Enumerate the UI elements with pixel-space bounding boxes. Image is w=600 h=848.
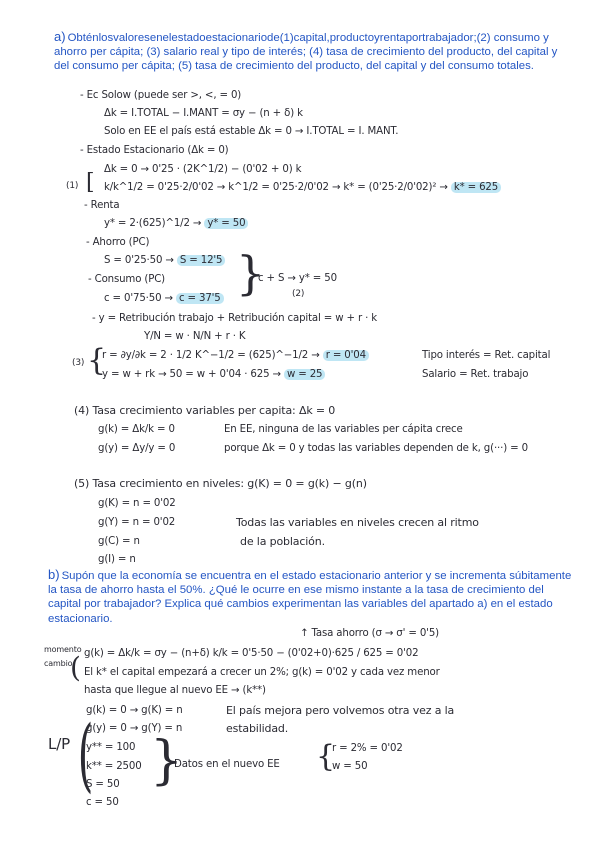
momento-explain-2: hasta que llegue al nuevo EE → (k**) (84, 685, 266, 696)
lp-datos: Datos en el nuevo EE (174, 759, 280, 770)
ee-solution: k/k^1/2 = 0'25·2/0'02 → k^1/2 = 0'25·2/0'02 → k* = (0'25·2/0'02)² → k* = 625 (104, 181, 501, 194)
lp-w: w = 50 (332, 761, 368, 772)
cinco-gI: g(I) = n (98, 554, 136, 565)
consumo-calc (104, 292, 224, 305)
r-calc (102, 349, 369, 362)
lp-c: c = 50 (86, 797, 119, 808)
question-b-text: Supón que la economía se encuentra en el estado estacionario anterior y se incrementa súbitamente la tasa de ahorro hasta el 50%. ¿Qué le ocurre en ese mismo instante a la tasa de crecimiento del capital por trabajador? Explica qué cambios experimentan las variables del apartado a) en el estado estacionario. (48, 570, 572, 625)
ahorro-calc (104, 254, 225, 267)
retrib-per-capita: Y/N = w · N/N + r · K (144, 331, 246, 342)
ee-solution-text: k/k^1/2 = 0'25·2/0'02 → k^1/2 = 0'25·2/0'02 → k* = (0'25·2/0'02)² (104, 182, 437, 193)
lp-bracket: ( (77, 708, 94, 801)
renta-heading: - Renta (84, 200, 120, 211)
solow-stable-note: Solo en EE el país está estable Δk = 0 → I.TOTAL = I. MANT. (104, 126, 399, 137)
momento-explain-1: El k* el capital empezará a crecer un 2%; g(k) = 0'02 y cada vez menor (84, 667, 440, 678)
renta-calc-text: y* = 2·(625)^1/2 → (104, 218, 202, 229)
consumo-sum-tag: (2) (292, 289, 305, 299)
cinco-note-1: Todas las variables en niveles crecen al ritmo (236, 516, 479, 529)
question-a-label: a) (54, 29, 66, 44)
tasa-ahorro-note: ↑ Tasa ahorro (σ → σ' = 0'5) (300, 628, 439, 639)
tres-tag: (3) (72, 358, 85, 368)
ee-heading: - Estado Estacionario (Δk = 0) (80, 145, 229, 156)
lp-rw-brace: { (316, 739, 336, 774)
lp-s: S = 50 (86, 779, 120, 790)
consumo-answer: c = 37'5 (176, 293, 224, 304)
consumo-heading: - Consumo (PC) (88, 274, 165, 285)
lp-k: k** = 2500 (86, 761, 142, 772)
lp-gy: g(y) = 0 → g(Y) = n (86, 723, 183, 734)
retrib-line: - y = Retribución trabajo + Retribución capital = w + r · k (92, 313, 378, 324)
question-a (54, 30, 574, 74)
momento-cambio-label: momento cambio (44, 645, 82, 668)
question-a-text: Obténlosvaloresenelestadoestacionariode(1)capital,productoyrentaportrabajador;(2) consumo y ahorro per cápita; (3) salario real y tipo de interés; (4) tasa de crecimiento del producto, del capital y del consumo per cápita; (5) tasa de crecimiento del producto, del capital y del consumo totales. (54, 32, 558, 73)
cuatro-gy: g(y) = Δy/y = 0 (98, 443, 176, 454)
lp-note-1: El país mejora pero volvemos otra vez a la (226, 704, 455, 717)
consumo-calc-text: c = 0'75·50 → (104, 293, 173, 304)
lp-label: L/P (48, 735, 71, 753)
lp-y: y** = 100 (86, 742, 136, 753)
cuatro-title: (4) Tasa crecimiento variables per capita: Δk = 0 (74, 404, 336, 417)
cinco-note-2: de la población. (240, 535, 325, 548)
w-answer: w = 25 (284, 369, 325, 380)
w-calc (102, 368, 325, 381)
ahorro-calc-text: S = 0'25·50 → (104, 255, 174, 266)
renta-answer: y* = 50 (204, 218, 248, 229)
ee-tag: (1) (66, 181, 79, 191)
question-b (48, 568, 576, 626)
ahorro-answer: S = 12'5 (177, 255, 226, 266)
renta-calc (104, 217, 248, 230)
w-note: Salario = Ret. trabajo (422, 369, 529, 380)
lp-right-brace: } (150, 731, 184, 791)
tres-bracket: { (87, 343, 107, 378)
consumo-sum: c + S → y* = 50 (258, 273, 337, 284)
lp-r: r = 2% = 0'02 (332, 743, 403, 754)
cinco-gC: g(C) = n (98, 536, 140, 547)
ee-equation: Δk = 0 → 0'25 · (2K^1/2) − (0'02 + 0) k (104, 164, 302, 175)
cuatro-gy-note: porque Δk = 0 y todas las variables dependen de k, g(···) = 0 (224, 443, 528, 454)
r-answer: r = 0'04 (323, 350, 369, 361)
momento-bracket: ( (70, 651, 81, 684)
w-calc-text: y = w + rk → 50 = w + 0'04 · 625 → (102, 369, 281, 380)
cuatro-gk: g(k) = Δk/k = 0 (98, 424, 175, 435)
cinco-title: (5) Tasa crecimiento en niveles: g(K) = 0 = g(k) − g(n) (74, 477, 367, 490)
ee-bracket: [ (86, 170, 95, 195)
lp-note-2: estabilidad. (226, 722, 289, 735)
ee-k-answer: k* = 625 (451, 182, 501, 193)
r-note: Tipo interés = Ret. capital (422, 350, 551, 361)
consumo-brace: } (236, 246, 266, 300)
ahorro-heading: - Ahorro (PC) (86, 237, 150, 248)
solow-heading: - Ec Solow (puede ser >, <, = 0) (80, 90, 242, 101)
momento-gk: g(k) = Δk/k = σy − (n+δ) k/k = 0'5·50 − (0'02+0)·625 / 625 = 0'02 (84, 648, 419, 659)
r-calc-text: r = ∂y/∂k = 2 · 1/2 K^−1/2 = (625)^−1/2 → (102, 350, 320, 361)
solow-equation: Δk = I.TOTAL − I.MANT = σy − (n + δ) k (104, 108, 303, 119)
cuatro-gk-note: En EE, ninguna de las variables per cápita crece (224, 424, 463, 435)
lp-gk: g(k) = 0 → g(K) = n (86, 705, 183, 716)
cinco-gY: g(Y) = n = 0'02 (98, 517, 176, 528)
cinco-gK: g(K) = n = 0'02 (98, 498, 176, 509)
question-b-label: b) (48, 567, 60, 582)
